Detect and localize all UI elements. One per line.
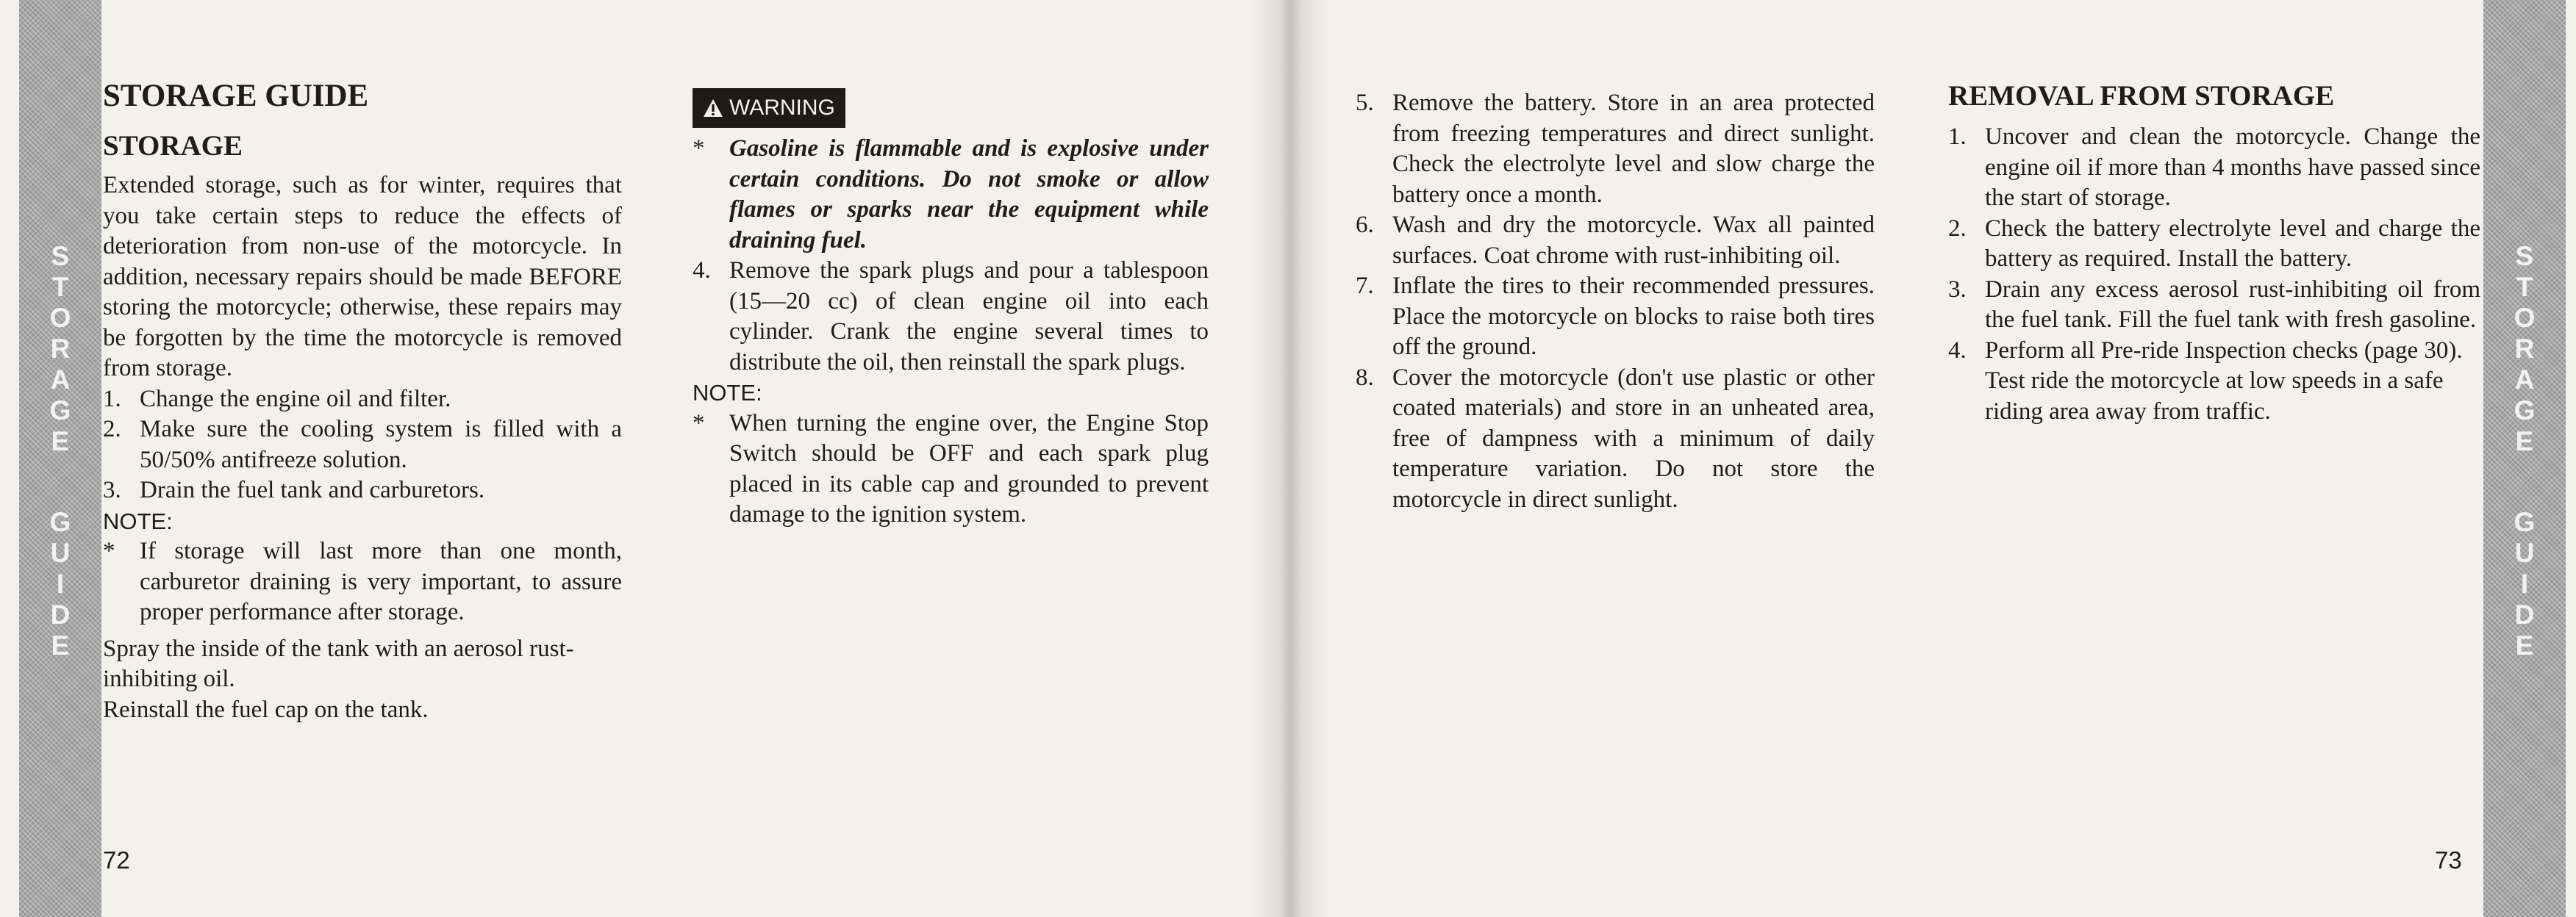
warning-item: * Gasoline is flammable and is explosive under certain conditions. Do not smoke or allow flames or sparks near the equipment while draining fuel. — [693, 135, 1209, 253]
tab-word-storage: S T O R A G E — [2514, 241, 2536, 456]
list-item: 4. Perform all Pre-ride Inspection checks (page 30). — [1948, 337, 2463, 364]
warning-triangle-icon — [703, 98, 723, 118]
section-heading: REMOVAL FROM STORAGE — [1948, 80, 2335, 112]
list-item: 2. Check the battery electrolyte level and charge the battery as required. Install the battery. — [1948, 215, 2480, 272]
tab-word-guide: G U I D E — [49, 507, 71, 661]
list-item: 1. Uncover and clean the motorcycle. Change the engine oil if more than 4 months have passed since the start of storage. — [1948, 123, 2480, 211]
page-gutter-shadow — [1250, 0, 1331, 917]
list-item: 7. Inflate the tires to their recommended pressures. Place the motorcycle on blocks to raise both tires off the ground. — [1356, 273, 1875, 360]
list-item: 4. Remove the spark plugs and pour a tablespoon (15—20 cc) of clean engine oil into each cylinder. Crank the engine several times to distribute the oil, then reinstall the spark plugs. — [693, 257, 1209, 375]
list-item: 8. Cover the motorcycle (don't use plastic or other coated materials) and store in an unheated area, free of dampness with a minimum of daily temperature variation. Do not store the motorcycle in direct sunlight. — [1356, 364, 1875, 513]
page-number: 72 — [103, 846, 130, 874]
note-label: NOTE: — [693, 380, 762, 406]
fuel-cap-instruction: Reinstall the fuel cap on the tank. — [103, 696, 429, 723]
test-ride-instruction: Test ride the motorcycle at low speeds in a safe riding area away from traffic. — [1985, 367, 2444, 425]
list-item: 6. Wash and dry the motorcycle. Wax all painted surfaces. Coat chrome with rust-inhibiting oil. — [1356, 212, 1875, 269]
right-page — [1287, 0, 2576, 917]
note-item: * When turning the engine over, the Engine Stop Switch should be OFF and each spark plug placed in its cable cap and grounded to prevent damage to the ignition system. — [693, 409, 1209, 528]
left-page — [0, 0, 1287, 917]
list-item: 5. Remove the battery. Store in an area protected from freezing temperatures and direct sunlight. Check the electrolyte level and slow charge the battery once a month. — [1356, 90, 1875, 208]
note-item: * If storage will last more than one month, carburetor draining is very important, to assure proper performance after storage. — [103, 538, 622, 625]
left-column-2 — [693, 88, 1209, 531]
list-item: 3. Drain any excess aerosol rust-inhibiting oil from the fuel tank. Fill the fuel tank with fresh gasoline. — [1948, 276, 2480, 333]
warning-label: WARNING — [729, 96, 835, 121]
list-item: 1. Change the engine oil and filter. — [103, 385, 451, 412]
page-title: STORAGE GUIDE — [103, 79, 369, 113]
list-item: 2. Make sure the cooling system is filled with a 50/50% antifreeze solution. — [103, 416, 622, 473]
section-heading: STORAGE — [103, 130, 243, 162]
left-side-tab — [19, 0, 101, 917]
spray-instruction: Spray the inside of the tank with an aerosol rust-inhibiting oil. — [103, 635, 574, 692]
right-column — [1356, 88, 1875, 515]
right-column-2 — [1948, 79, 2480, 427]
tab-word-storage: S T O R A G E — [49, 241, 71, 456]
left-column — [103, 78, 622, 725]
right-side-tab — [2483, 0, 2566, 917]
intro-paragraph: Extended storage, such as for winter, requires that you take certain steps to reduce the effects of deterioration from non-use of the motorcycle. In addition, necessary repairs should be made BEFORE storing the motorcycle; otherwise, these repairs may be forgotten by the time the motorcycle is removed from storage. — [103, 172, 622, 381]
tab-word-guide: G U I D E — [2514, 507, 2536, 661]
list-item: 3. Drain the fuel tank and carburetors. — [103, 477, 485, 503]
warning-badge — [693, 88, 845, 128]
note-label: NOTE: — [103, 508, 173, 534]
page-number: 73 — [2435, 846, 2462, 874]
